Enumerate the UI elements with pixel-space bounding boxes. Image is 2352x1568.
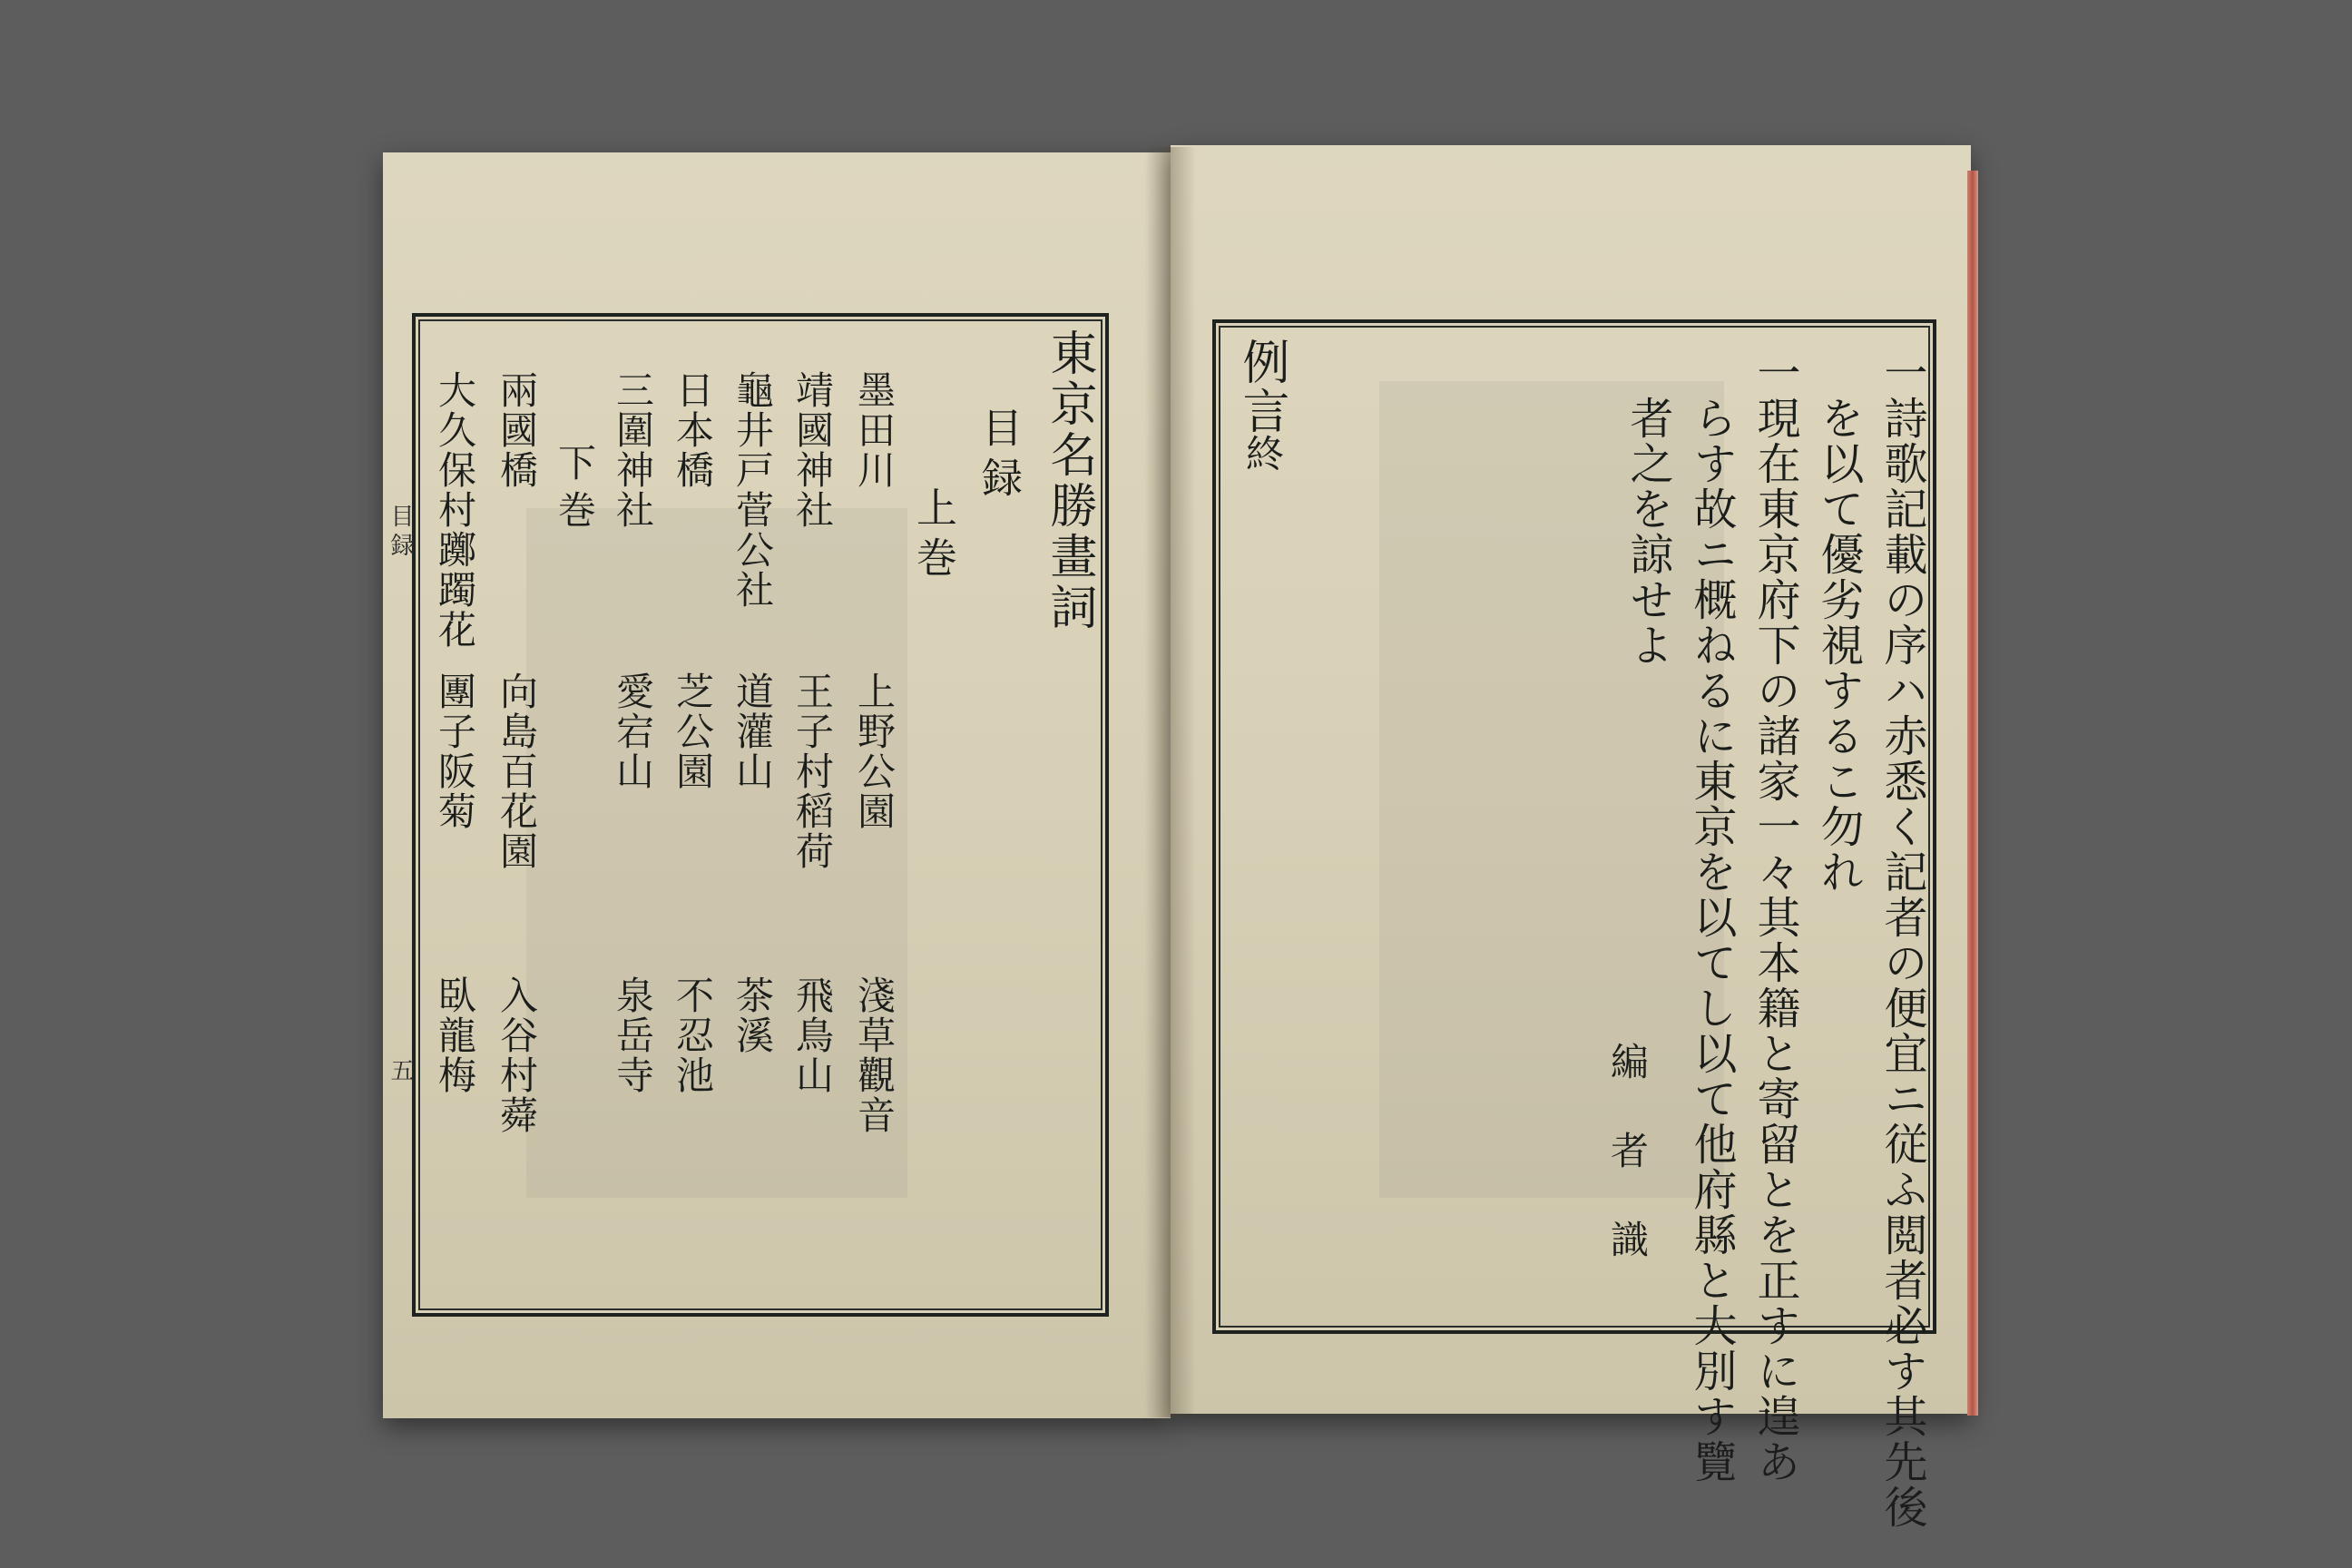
- toc-entry: 團子阪菊: [433, 671, 477, 831]
- toc-entry: 墨田川: [852, 370, 897, 490]
- toc-entry: 靖國神社: [790, 370, 835, 530]
- toc-entry: 三圍神社: [611, 370, 655, 530]
- preface-line: 一現在東京府下の諸家一々其本籍と寄留とを正すに遑あ: [1749, 350, 1800, 1485]
- toc-entry: 道灌山: [730, 671, 775, 791]
- preface-line: を以て優劣視するこ勿れ: [1813, 396, 1864, 895]
- preface-line: らす故ニ概ねるに東京を以てし以て他府縣と大別す覽: [1686, 396, 1737, 1485]
- toc-entry: 臥龍梅: [433, 975, 477, 1095]
- toc-entry: 飛鳥山: [790, 975, 835, 1095]
- toc-entry: 上野公園: [852, 671, 897, 831]
- toc-entry: 芝公園: [671, 671, 715, 791]
- preface-end-mark: 終: [1240, 434, 1285, 474]
- toc-entry: 入谷村蕣: [495, 975, 539, 1135]
- toc-entry: 泉岳寺: [611, 975, 655, 1095]
- editor-signature: 編者識: [1605, 1042, 1650, 1308]
- toc-entry: 向島百花園: [495, 671, 539, 871]
- toc-entry: 王子村稻荷: [790, 671, 835, 871]
- preface-line: 一詩歌記載の序ハ赤悉く記者の便宜ニ従ふ閲者必す其先後: [1877, 350, 1927, 1530]
- page-number: 五: [387, 1058, 414, 1083]
- red-page-edge: [1967, 171, 1978, 1416]
- preface-heading: 例言: [1234, 338, 1289, 436]
- volume-lower-label: 下巻: [553, 443, 597, 537]
- book-title: 東京名勝畫詞: [1042, 328, 1096, 633]
- toc-entry: 愛宕山: [611, 671, 655, 791]
- toc-entry: 淺草觀音: [852, 975, 897, 1135]
- toc-entry: 不忍池: [671, 975, 715, 1095]
- toc-entry: 茶溪: [730, 975, 775, 1055]
- volume-upper-label: 上巻: [909, 486, 957, 586]
- toc-heading: 目録: [975, 407, 1023, 506]
- toc-entry: 龜井戸菅公社: [730, 370, 775, 610]
- toc-entry: 大久保村躑躅花: [433, 370, 477, 650]
- margin-label: 目録: [387, 504, 414, 562]
- toc-entry: 兩國橋: [495, 370, 539, 490]
- book-gutter: [1145, 147, 1196, 1417]
- preface-line: 者之を諒せよ: [1622, 396, 1673, 668]
- toc-entry: 日本橋: [671, 370, 715, 490]
